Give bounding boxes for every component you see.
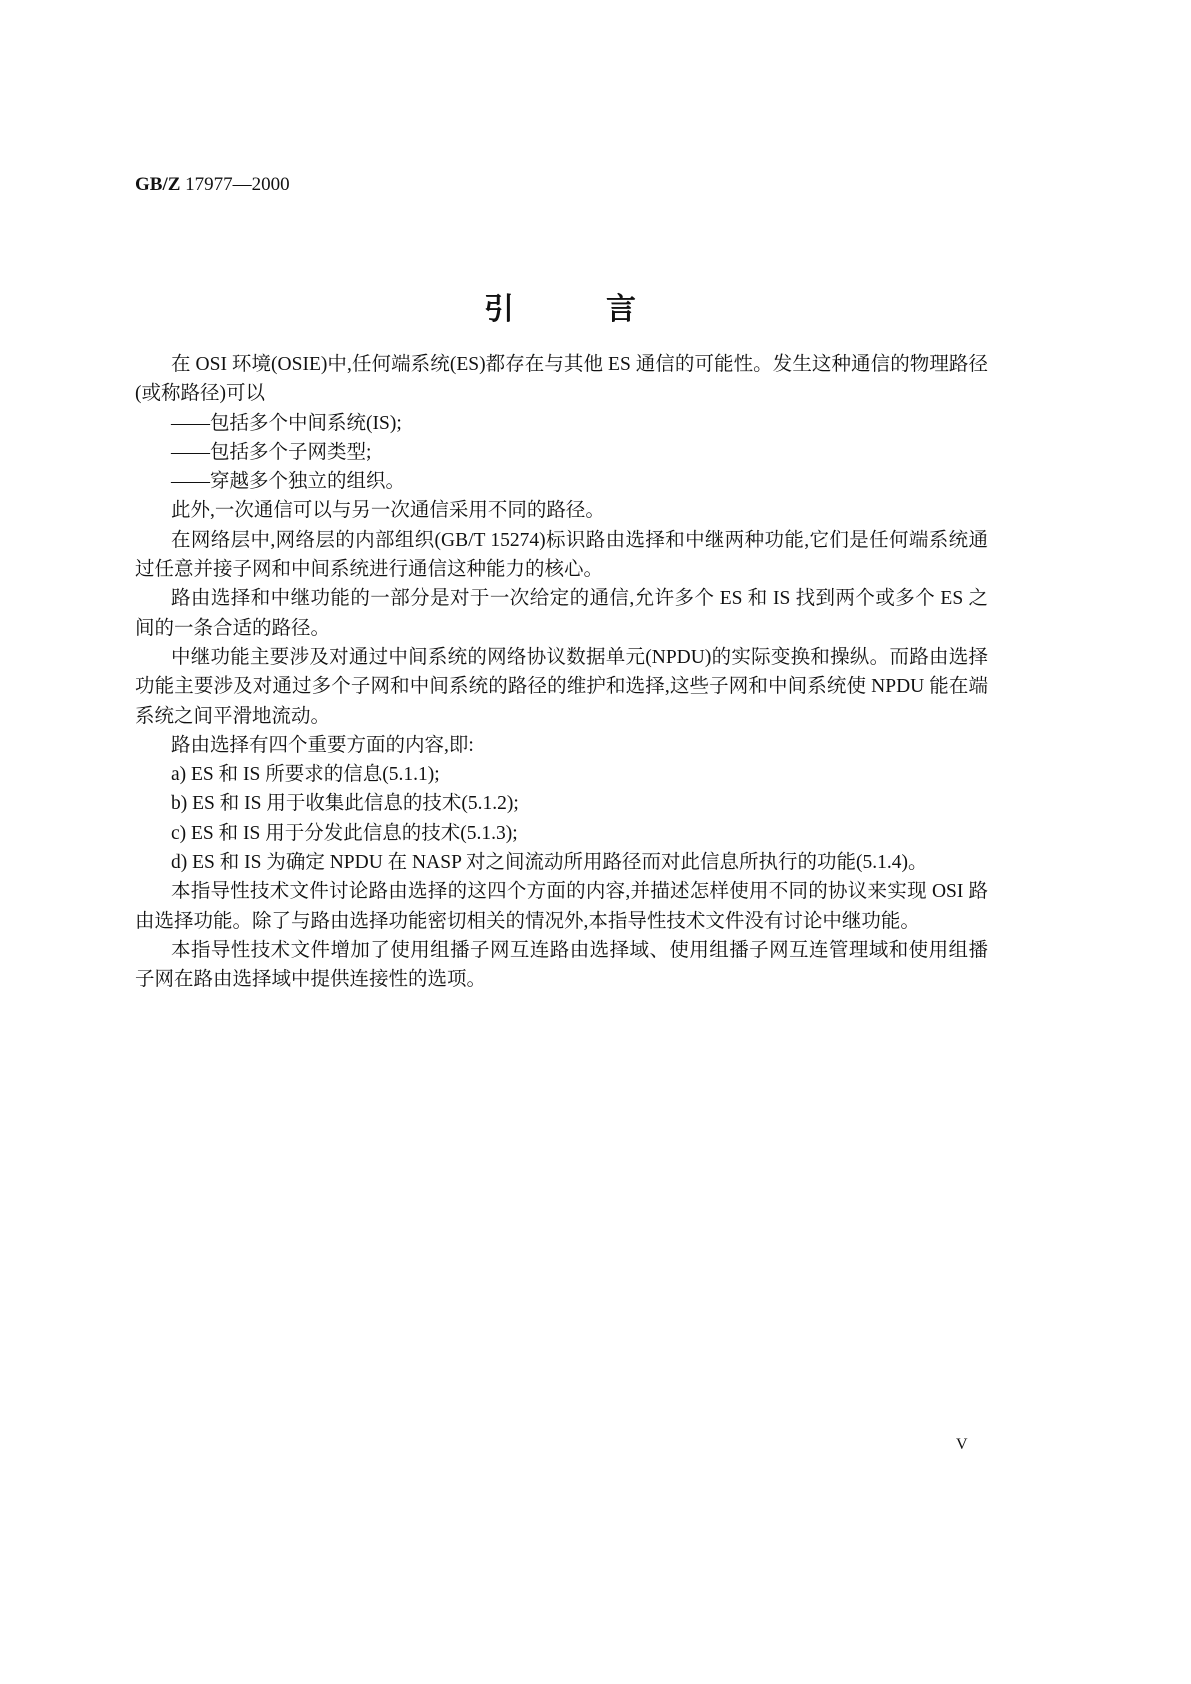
paragraph: 本指导性技术文件讨论路由选择的这四个方面的内容,并描述怎样使用不同的协议来实现 OSI 路由选择功能。除了与路由选择功能密切相关的情况外,本指导性技术文件没有讨论中继功能。 (135, 881, 988, 932)
paragraph: 本指导性技术文件增加了使用组播子网互连路由选择域、使用组播子网互连管理域和使用组播子网在路由选择域中提供连接性的选项。 (135, 939, 988, 991)
title-char: 言 (606, 293, 636, 326)
page-number: V (956, 1436, 968, 1453)
paragraph: 此外,一次通信可以与另一次通信采用不同的路径。 (171, 500, 605, 522)
paragraph: 路由选择和中继功能的一部分是对于一次给定的通信,允许多个 ES 和 IS 找到两个或多个 ES 之间的一条合适的路径。 (135, 588, 988, 639)
paragraph: 在 OSI 环境(OSIE)中,任何端系统(ES)都存在与其他 ES 通信的可能性。发生这种通信的物理路径(或称路径)可以 (135, 354, 988, 405)
list-item: c) ES 和 IS 用于分发此信息的技术(5.1.3); (171, 822, 518, 844)
document-code-number: 17977—2000 (185, 174, 290, 195)
list-item: d) ES 和 IS 为确定 NPDU 在 NASP 对之间流动所用路径而对此信息所执行的功能(5.1.4)。 (171, 852, 928, 874)
body-text (135, 350, 988, 995)
list-item: ——穿越多个独立的组织。 (171, 471, 406, 493)
list-item: a) ES 和 IS 所要求的信息(5.1.1); (171, 764, 440, 786)
paragraph: 路由选择有四个重要方面的内容,即: (171, 734, 474, 756)
list-item: ——包括多个子网类型; (171, 441, 372, 463)
title-char: 引 (484, 293, 514, 326)
document-code (135, 174, 290, 196)
document-code-prefix: GB/Z (135, 174, 181, 195)
list-item: b) ES 和 IS 用于收集此信息的技术(5.1.2); (171, 793, 519, 815)
list-item: ——包括多个中间系统(IS); (171, 412, 402, 434)
page-title (0, 284, 1120, 328)
paragraph: 在网络层中,网络层的内部组织(GB/T 15274)标识路由选择和中继两种功能,它们是任何端系统通过任意并接子网和中间系统进行通信这种能力的核心。 (135, 529, 988, 581)
paragraph: 中继功能主要涉及对通过中间系统的网络协议数据单元(NPDU)的实际变换和操纵。而路由选择功能主要涉及对通过多个子网和中间系统的路径的维护和选择,这些子网和中间系统使 NPDU 能在端系统之间平滑地流动。 (135, 646, 988, 727)
